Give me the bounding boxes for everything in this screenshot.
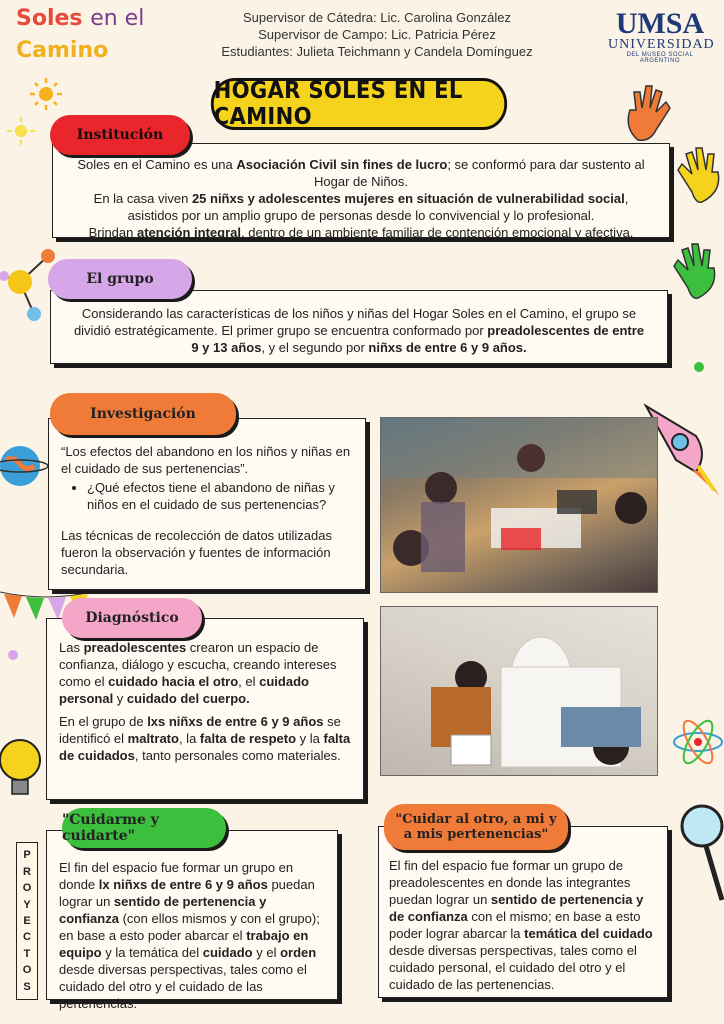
decorative-dot bbox=[8, 650, 18, 660]
institucion-label: Institución bbox=[50, 115, 190, 155]
orange-hand-icon bbox=[620, 80, 676, 144]
investigacion-tecnicas: Las técnicas de recolección de datos utilizadas fueron la observación y fuentes de información secundaria. bbox=[61, 528, 332, 577]
small-sun-icon bbox=[6, 116, 36, 146]
decorative-dot bbox=[694, 362, 704, 372]
photo-placeholder-2 bbox=[381, 607, 658, 776]
atom-icon bbox=[672, 702, 724, 780]
umsa-small-text: DEL MUSEO SOCIAL ARGENTINO bbox=[626, 52, 694, 64]
institucion-p3: Brindan atención integral, dentro de un ambiente familiar de contención emocional y afectiva. bbox=[88, 225, 634, 240]
estudiantes: Estudiantes: Julieta Teichmann y Candela Domínguez bbox=[221, 44, 533, 59]
investigacion-label: Investigación bbox=[50, 393, 236, 435]
header bbox=[0, 0, 724, 72]
proyectos-letter: R bbox=[23, 865, 31, 878]
diagnostico-label: Diagnóstico bbox=[62, 598, 202, 638]
photo-children-drawing bbox=[380, 606, 658, 776]
grupo-section: Considerando las características de los niños y niñas del Hogar Soles en el Camino, el grupo se dividió estratégicamente. El primer grupo se encuentra conformado por preadolescentes de entre 9 y 13 años, y el segundo por niñxs de entre 6 y 9 años. bbox=[50, 290, 668, 364]
investigacion-bullet: • ¿Qué efectos tiene el abandono de niñas y niños en el cuidado de sus pertenencias? bbox=[87, 479, 353, 513]
magnifier-icon bbox=[676, 796, 724, 904]
cuidarme-label: "Cuidarme y cuidarte" bbox=[62, 808, 226, 848]
photo-children-table bbox=[380, 417, 658, 593]
planet-icon bbox=[0, 430, 48, 500]
proyectos-letter: O bbox=[22, 964, 32, 977]
proyectos-vertical-label bbox=[16, 842, 38, 1000]
proyectos-letter: T bbox=[23, 947, 31, 960]
investigacion-list bbox=[87, 479, 353, 513]
umsa-logo bbox=[608, 7, 715, 66]
institucion-p1: Soles en el Camino es una Asociación Civil sin fines de lucro; se conformó para dar sustento al Hogar de Niños. bbox=[77, 157, 645, 189]
cuidarme-section: El fin del espacio fue formar un grupo en donde lx niñxs de entre 6 y 9 años puedan lograr un sentido de pertenencia y confianza (con ellos mismos y con el grupo); en base a esto poder abarcar el trabajo en equipo y la temática del cuidado y el orden desde diversas perspectivas, tales como el cuidado del otro y el cuidado de las pertenencias. bbox=[46, 830, 338, 1000]
umsa-logo-text: UMSA bbox=[615, 7, 705, 40]
cuidar-label: "Cuidar al otro, a mi y a mis pertenencias" bbox=[384, 804, 568, 850]
diagnostico-p1: Las preadolescentes crearon un espacio de confianza, diálogo y escucha, creando intereses como el cuidado hacia el otro, el cuidado personal y cuidado del cuerpo. bbox=[59, 640, 337, 706]
supervisor-catedra: Supervisor de Cátedra: Lic. Carolina González bbox=[242, 10, 512, 25]
lightbulb-icon bbox=[0, 726, 44, 822]
institucion-section bbox=[52, 143, 670, 238]
green-hand-icon bbox=[668, 238, 724, 302]
proyectos-letter: Y bbox=[23, 898, 31, 911]
page-title: HOGAR SOLES EN EL CAMINO bbox=[211, 78, 507, 130]
diagnostico-p2: En el grupo de lxs niñxs de entre 6 y 9 años se identificó el maltrato, la falta de respeto y la falta de cuidados, tanto personales como materiales. bbox=[59, 714, 351, 763]
brand-word-en-el: en el bbox=[90, 6, 145, 31]
cuidar-section: El fin del espacio fue formar un grupo de preadolescentes en donde las integrantes puedan lograr un sentido de pertenencia y de confianza con el mismo; en base a esto poder lograr abarcar la temática del cuidado desde diversas perspectivas, tales como el cuidado personal, el cuidado del otro y el cuidado de las pertenencias. bbox=[378, 826, 668, 998]
proyectos-letter: P bbox=[23, 849, 31, 862]
yellow-hand-icon bbox=[672, 142, 724, 206]
proyectos-letter: O bbox=[22, 882, 32, 895]
umsa-universidad-text: UNIVERSIDAD bbox=[608, 37, 715, 52]
diagnostico-section bbox=[46, 618, 364, 800]
proyectos-letter: S bbox=[23, 980, 31, 993]
institucion-p2: En la casa viven 25 niñxs y adolescentes mujeres en situación de vulnerabilidad social, asistidos por un amplio grupo de personas desde lo convivencial y lo profesional. bbox=[93, 191, 629, 223]
proyectos-letter: E bbox=[23, 914, 31, 927]
investigacion-section bbox=[48, 418, 366, 590]
supervisor-campo: Supervisor de Campo: Lic. Patricia Pérez bbox=[258, 27, 496, 42]
photo-placeholder-1 bbox=[381, 418, 658, 593]
proyectos-letter: C bbox=[23, 931, 31, 944]
brand-word-camino: Camino bbox=[16, 38, 109, 63]
grupo-label: El grupo bbox=[48, 259, 192, 299]
sun-icon bbox=[28, 76, 64, 112]
brand-logo-line1 bbox=[16, 6, 144, 31]
investigacion-quote: “Los efectos del abandono en los niños y niñas en el cuidado de sus pertenencias”. bbox=[61, 444, 351, 476]
brand-word-soles: Soles bbox=[16, 6, 83, 31]
